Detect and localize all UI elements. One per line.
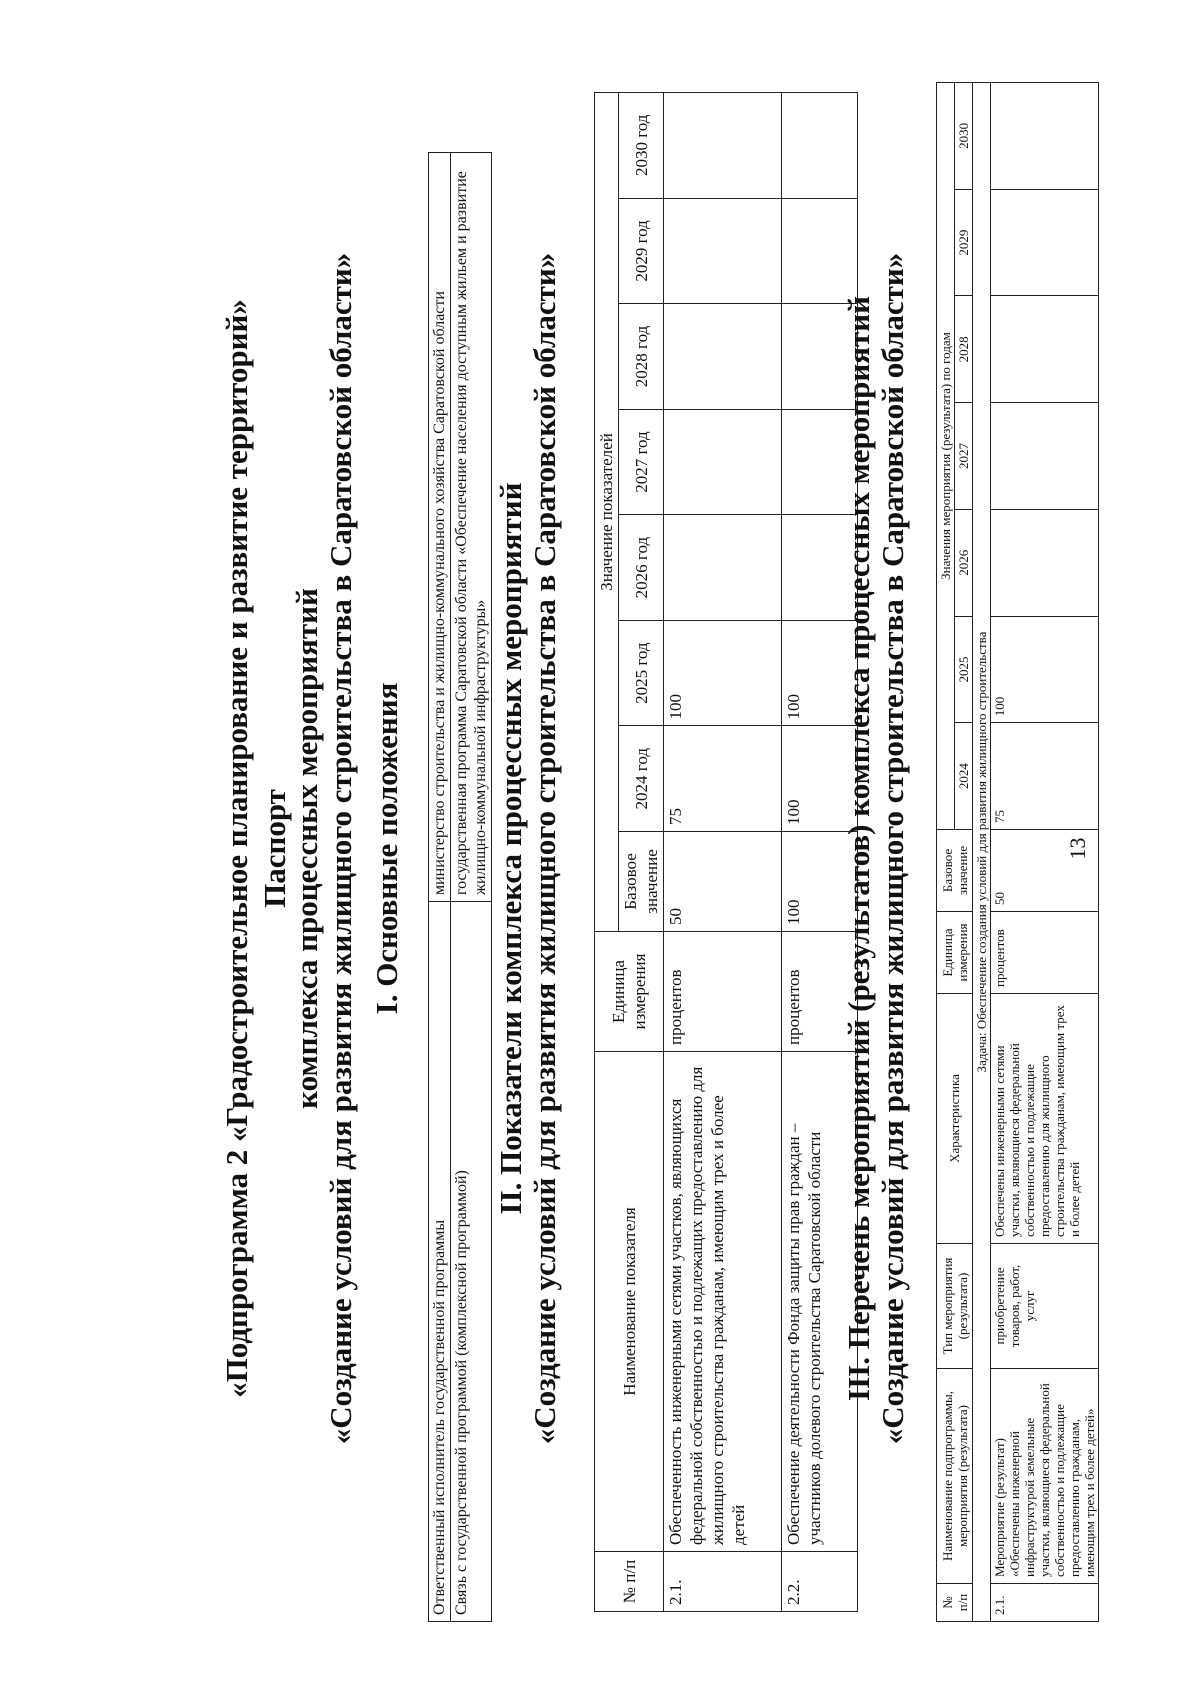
col-header-year: 2030 год bbox=[619, 93, 664, 199]
row-unit: процентов bbox=[782, 932, 858, 1052]
col-header-year: 2027 bbox=[955, 403, 973, 510]
row-value-2028 bbox=[991, 296, 1099, 403]
col-header-measure-type: Тип мероприятия (результата) bbox=[937, 1244, 973, 1369]
row-characteristic: Обеспечены инженерными сетями участки, являющиеся федеральной собственностью и подлежащие предоставлению для жилищного строительства гражданам, имеющим трех и более детей bbox=[991, 994, 1099, 1244]
col-header-year: 2024 bbox=[955, 723, 973, 830]
table-row bbox=[991, 83, 1099, 1622]
col-header-measure-name: Наименование подпрограммы, мероприятия (результата) bbox=[937, 1369, 973, 1584]
table-row bbox=[429, 153, 451, 1622]
row-value-2026 bbox=[991, 509, 1099, 616]
col-header-year: 2027 год bbox=[619, 409, 664, 515]
row-base: 50 bbox=[991, 830, 1099, 912]
section-1-heading: I. Основные положения bbox=[369, 682, 404, 1015]
section-2-heading: II. Показатели комплекса процессных мероприятий bbox=[493, 482, 528, 1215]
passport-heading: Паспорт bbox=[257, 789, 292, 908]
row-value-2026 bbox=[664, 515, 782, 621]
general-provisions-table bbox=[428, 152, 492, 1622]
row-value-2030 bbox=[991, 83, 1099, 190]
row-base: 100 bbox=[782, 832, 858, 932]
col-header-values: Значения мероприятия (результата) по годам bbox=[937, 83, 955, 830]
passport-subject: «Создание условий для развития жилищного строительства в Саратовской области» bbox=[323, 252, 358, 1445]
row-value-2027 bbox=[991, 403, 1099, 510]
col-header-unit: Единица измерения bbox=[937, 912, 973, 994]
row-name: Обеспеченность инженерными сетями участков, являющихся федеральной собственностью и подлежащих предоставлению для жилищного строительства гражданам, имеющим трех и более детей bbox=[664, 1052, 782, 1552]
section-3-heading: III. Перечень мероприятий (результатов) комплекса процессных мероприятий bbox=[841, 296, 876, 1401]
col-header-year: 2029 bbox=[955, 189, 973, 296]
row-number: 2.1. bbox=[991, 1584, 1099, 1622]
row-value-2028 bbox=[664, 304, 782, 410]
row-value-2024: 75 bbox=[991, 723, 1099, 830]
row-unit: процентов bbox=[991, 912, 1099, 994]
col-header-year: 2024 год bbox=[619, 726, 664, 832]
measures-table bbox=[936, 82, 1099, 1622]
row-number: 2.2. bbox=[782, 1552, 858, 1612]
col-header-name: Наименование показателя bbox=[595, 1052, 664, 1552]
col-header-year: 2025 bbox=[955, 616, 973, 723]
row-value-2029 bbox=[991, 189, 1099, 296]
row-value: министерство строительства и жилищно-коммунального хозяйства Саратовской области bbox=[429, 153, 451, 902]
row-number: 2.1. bbox=[664, 1552, 782, 1612]
row-base: 50 bbox=[664, 832, 782, 932]
task-row: Задача: Обеспечение создания условий для развития жилищного строительства bbox=[973, 83, 991, 1622]
col-header-unit: Единица измерения bbox=[595, 932, 664, 1052]
row-label: Связь с государственной программой (комплексной программой) bbox=[451, 902, 492, 1622]
row-unit: процентов bbox=[664, 932, 782, 1052]
row-value: государственная программа Саратовской области «Обеспечение населения доступным жильем и развитие жилищно-коммунальной инфраструктуры» bbox=[451, 153, 492, 902]
indicators-table bbox=[594, 92, 858, 1612]
col-header-number: № п/п bbox=[595, 1552, 664, 1612]
row-value-2027 bbox=[664, 409, 782, 515]
col-header-year: 2028 год bbox=[619, 304, 664, 410]
table-row bbox=[664, 93, 782, 1612]
col-header-values: Значение показателей bbox=[595, 93, 619, 932]
table-row bbox=[973, 83, 991, 1622]
subprogram-title: «Подпрограмма 2 «Градостроительное планирование и развитие территорий» bbox=[219, 299, 254, 1398]
page-number: 13 bbox=[1065, 837, 1090, 860]
row-value-2030 bbox=[664, 93, 782, 199]
col-header-base: Базовое значение bbox=[619, 832, 664, 932]
row-value-2025: 100 bbox=[664, 620, 782, 726]
row-value-2024: 75 bbox=[664, 726, 782, 832]
row-value-2029 bbox=[664, 198, 782, 304]
row-measure-type: приобретение товаров, работ, услуг bbox=[991, 1244, 1099, 1369]
col-header-characteristic: Характеристика bbox=[937, 994, 973, 1244]
col-header-base: Базовое значение bbox=[937, 830, 973, 912]
row-value-2025: 100 bbox=[991, 616, 1099, 723]
passport-subtitle: комплекса процессных мероприятий bbox=[289, 588, 324, 1109]
col-header-number: № п/п bbox=[937, 1584, 973, 1622]
col-header-year: 2030 bbox=[955, 83, 973, 190]
col-header-year: 2025 год bbox=[619, 620, 664, 726]
col-header-year: 2026 год bbox=[619, 515, 664, 621]
row-measure-name: Мероприятие (результат) «Обеспечены инженерной инфраструктурой земельные участки, являющиеся федеральной собственностью и подлежащие предоставлению гражданам, имеющим трех и более детей» bbox=[991, 1369, 1099, 1584]
section-3-subheading: «Создание условий для развития жилищного строительства в Саратовской области» bbox=[875, 252, 910, 1445]
col-header-year: 2026 bbox=[955, 509, 973, 616]
row-value-2025: 100 bbox=[782, 620, 858, 726]
section-2-subheading: «Создание условий для развития жилищного строительства в Саратовской области» bbox=[527, 252, 562, 1445]
row-name: Обеспечение деятельности Фонда защиты прав граждан – участников долевого строительства Саратовской области bbox=[782, 1052, 858, 1552]
row-value-2024: 100 bbox=[782, 726, 858, 832]
table-row bbox=[451, 153, 492, 1622]
col-header-year: 2028 bbox=[955, 296, 973, 403]
col-header-year: 2029 год bbox=[619, 198, 664, 304]
row-label: Ответственный исполнитель государственной программы bbox=[429, 902, 451, 1622]
